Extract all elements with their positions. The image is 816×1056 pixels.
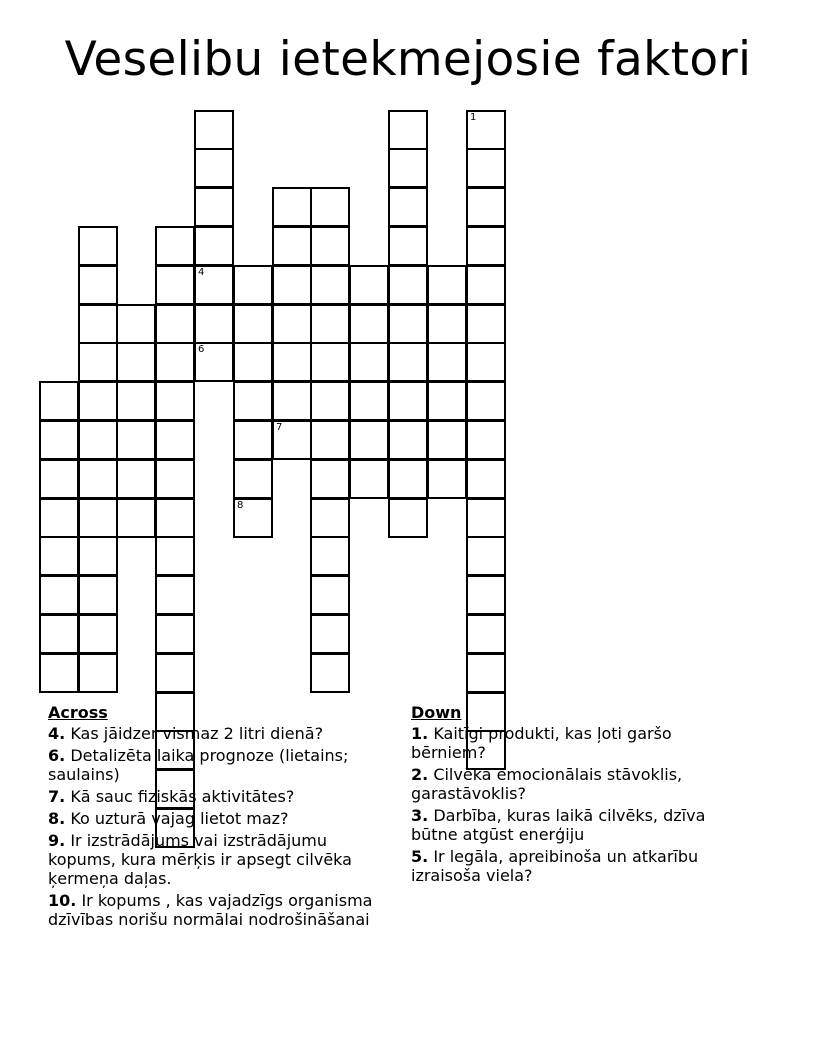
grid-cell[interactable] — [155, 536, 195, 576]
grid-cell[interactable] — [155, 575, 195, 615]
grid-cell[interactable] — [310, 459, 350, 499]
clue-text: Darbība, kuras laikā cilvēks, dzīva būtne atgūst enerģiju — [411, 806, 706, 844]
grid-cell[interactable] — [155, 342, 195, 382]
clue-text: Ko uzturā vajag lietot maz? — [70, 809, 289, 828]
clue-number: 1. — [411, 724, 429, 743]
grid-cell[interactable] — [155, 614, 195, 654]
grid-cell[interactable] — [466, 110, 506, 150]
clue-number: 7. — [48, 787, 66, 806]
grid-cell[interactable] — [349, 420, 389, 460]
grid-cell[interactable] — [78, 653, 118, 693]
clue-text: Ir kopums , kas vajadzīgs organisma dzīvības norišu normālai nodrošināšanai — [48, 891, 373, 929]
grid-cell[interactable] — [310, 420, 350, 460]
across-clue — [48, 831, 398, 888]
grid-cell[interactable] — [427, 459, 467, 499]
grid-cell[interactable] — [233, 304, 273, 344]
grid-cell[interactable] — [310, 226, 350, 266]
grid-cell[interactable] — [78, 265, 118, 305]
grid-cell[interactable] — [233, 420, 273, 460]
grid-cell[interactable] — [116, 420, 156, 460]
grid-cell[interactable] — [116, 459, 156, 499]
grid-cell[interactable] — [310, 498, 350, 538]
grid-cell[interactable] — [349, 459, 389, 499]
clue-text: Cilvēka emocionālais stāvoklis, garastāvoklis? — [411, 765, 683, 803]
grid-cell[interactable] — [466, 420, 506, 460]
grid-cell[interactable] — [427, 265, 467, 305]
grid-cell[interactable] — [466, 614, 506, 654]
grid-cell[interactable] — [310, 187, 350, 227]
clue-text: Kaitīgi produkti, kas ļoti garšo bērniem? — [411, 724, 672, 762]
grid-cell[interactable] — [466, 304, 506, 344]
grid-cell[interactable] — [233, 342, 273, 382]
grid-cell[interactable] — [310, 304, 350, 344]
grid-cell[interactable] — [39, 575, 79, 615]
grid-cell[interactable] — [78, 575, 118, 615]
grid-cell[interactable] — [466, 536, 506, 576]
grid-cell[interactable] — [155, 265, 195, 305]
grid-cell[interactable] — [78, 304, 118, 344]
grid-cell[interactable] — [39, 381, 79, 421]
grid-cell[interactable] — [78, 420, 118, 460]
grid-cell[interactable] — [388, 498, 428, 538]
grid-cell[interactable] — [388, 381, 428, 421]
grid-cell[interactable] — [39, 498, 79, 538]
across-clues — [48, 703, 398, 932]
grid-cell[interactable] — [310, 653, 350, 693]
grid-cell[interactable] — [78, 226, 118, 266]
grid-cell[interactable] — [78, 342, 118, 382]
grid-cell[interactable] — [310, 342, 350, 382]
grid-cell[interactable] — [427, 342, 467, 382]
grid-cell[interactable] — [466, 459, 506, 499]
clue-text: Ir izstrādājums vai izstrādājumu kopums, kura mērķis ir apsegt cilvēka ķermeņa daļas. — [48, 831, 352, 888]
grid-cell[interactable] — [39, 420, 79, 460]
grid-cell[interactable] — [155, 226, 195, 266]
grid-cell[interactable] — [194, 342, 234, 382]
grid-cell[interactable] — [427, 381, 467, 421]
clue-text: Detalizēta laika prognoze (lietains; saulains) — [48, 746, 349, 784]
grid-cell[interactable] — [388, 110, 428, 150]
grid-cell[interactable] — [349, 304, 389, 344]
grid-cell[interactable] — [349, 342, 389, 382]
page-title: Veselibu ietekmejosie faktori — [64, 32, 752, 87]
clue-number: 9. — [48, 831, 66, 850]
grid-cell[interactable] — [310, 265, 350, 305]
grid-cell[interactable] — [427, 304, 467, 344]
grid-cell[interactable] — [388, 187, 428, 227]
grid-cell[interactable] — [272, 226, 312, 266]
grid-cell[interactable] — [272, 265, 312, 305]
grid-cell[interactable] — [155, 653, 195, 693]
grid-cell[interactable] — [310, 614, 350, 654]
grid-cell[interactable] — [155, 498, 195, 538]
grid-cell[interactable] — [194, 226, 234, 266]
grid-cell[interactable] — [194, 110, 234, 150]
across-clue — [48, 787, 398, 806]
clue-text: Kā sauc fiziskās aktivitātes? — [70, 787, 295, 806]
grid-cell[interactable] — [116, 498, 156, 538]
clue-text: Kas jāidzer vismaz 2 litri dienā? — [70, 724, 324, 743]
clue-number-label: 6 — [198, 344, 205, 355]
grid-cell[interactable] — [388, 459, 428, 499]
grid-cell[interactable] — [155, 459, 195, 499]
grid-cell[interactable] — [310, 381, 350, 421]
grid-cell[interactable] — [466, 381, 506, 421]
grid-cell[interactable] — [155, 420, 195, 460]
clue-number-label: 1 — [470, 112, 477, 123]
grid-cell[interactable] — [233, 381, 273, 421]
down-clue — [411, 724, 751, 762]
grid-cell[interactable] — [466, 653, 506, 693]
clue-number: 6. — [48, 746, 66, 765]
grid-cell[interactable] — [466, 148, 506, 188]
grid-cell[interactable] — [116, 342, 156, 382]
clue-number: 8. — [48, 809, 66, 828]
grid-cell[interactable] — [116, 381, 156, 421]
clue-number: 10. — [48, 891, 77, 910]
grid-cell[interactable] — [116, 304, 156, 344]
grid-cell[interactable] — [388, 342, 428, 382]
down-heading: Down — [411, 703, 462, 722]
grid-cell[interactable] — [310, 575, 350, 615]
grid-cell[interactable] — [194, 187, 234, 227]
across-clue — [48, 891, 398, 929]
grid-cell[interactable] — [388, 148, 428, 188]
grid-cell[interactable] — [233, 459, 273, 499]
down-clues — [411, 703, 751, 888]
grid-cell[interactable] — [78, 381, 118, 421]
grid-cell[interactable] — [39, 614, 79, 654]
grid-cell[interactable] — [194, 148, 234, 188]
across-clue — [48, 746, 398, 784]
grid-cell[interactable] — [466, 498, 506, 538]
clue-number-label: 4 — [198, 267, 205, 278]
grid-cell[interactable] — [272, 342, 312, 382]
grid-cell[interactable] — [272, 420, 312, 460]
grid-cell[interactable] — [466, 226, 506, 266]
grid-cell[interactable] — [78, 536, 118, 576]
grid-cell[interactable] — [78, 498, 118, 538]
grid-cell[interactable] — [39, 459, 79, 499]
grid-cell[interactable] — [466, 342, 506, 382]
grid-cell[interactable] — [349, 381, 389, 421]
grid-cell[interactable] — [388, 226, 428, 266]
clue-text: Ir legāla, apreibinoša un atkarību izraisoša viela? — [411, 847, 699, 885]
clue-number-label: 8 — [237, 500, 244, 511]
grid-cell[interactable] — [466, 575, 506, 615]
across-heading: Across — [48, 703, 108, 722]
grid-cell[interactable] — [155, 381, 195, 421]
grid-cell[interactable] — [310, 536, 350, 576]
grid-cell[interactable] — [233, 265, 273, 305]
down-clue — [411, 806, 751, 844]
clue-number: 2. — [411, 765, 429, 784]
grid-cell[interactable] — [194, 265, 234, 305]
grid-cell[interactable] — [388, 304, 428, 344]
grid-cell[interactable] — [466, 187, 506, 227]
down-clue — [411, 765, 751, 803]
grid-cell[interactable] — [194, 304, 234, 344]
grid-cell[interactable] — [349, 265, 389, 305]
across-clue — [48, 809, 398, 828]
clue-number-label: 7 — [276, 422, 283, 433]
clue-number: 4. — [48, 724, 66, 743]
grid-cell[interactable] — [78, 614, 118, 654]
grid-cell[interactable] — [272, 304, 312, 344]
grid-cell[interactable] — [78, 459, 118, 499]
grid-cell[interactable] — [39, 653, 79, 693]
grid-cell[interactable] — [272, 381, 312, 421]
clue-number: 3. — [411, 806, 429, 825]
across-clue — [48, 724, 398, 743]
grid-cell[interactable] — [388, 420, 428, 460]
down-clue — [411, 847, 751, 885]
grid-cell[interactable] — [155, 304, 195, 344]
grid-cell[interactable] — [39, 536, 79, 576]
grid-cell[interactable] — [466, 265, 506, 305]
grid-cell[interactable] — [388, 265, 428, 305]
grid-cell[interactable] — [272, 187, 312, 227]
grid-cell[interactable] — [233, 498, 273, 538]
clue-number: 5. — [411, 847, 429, 866]
grid-cell[interactable] — [427, 420, 467, 460]
